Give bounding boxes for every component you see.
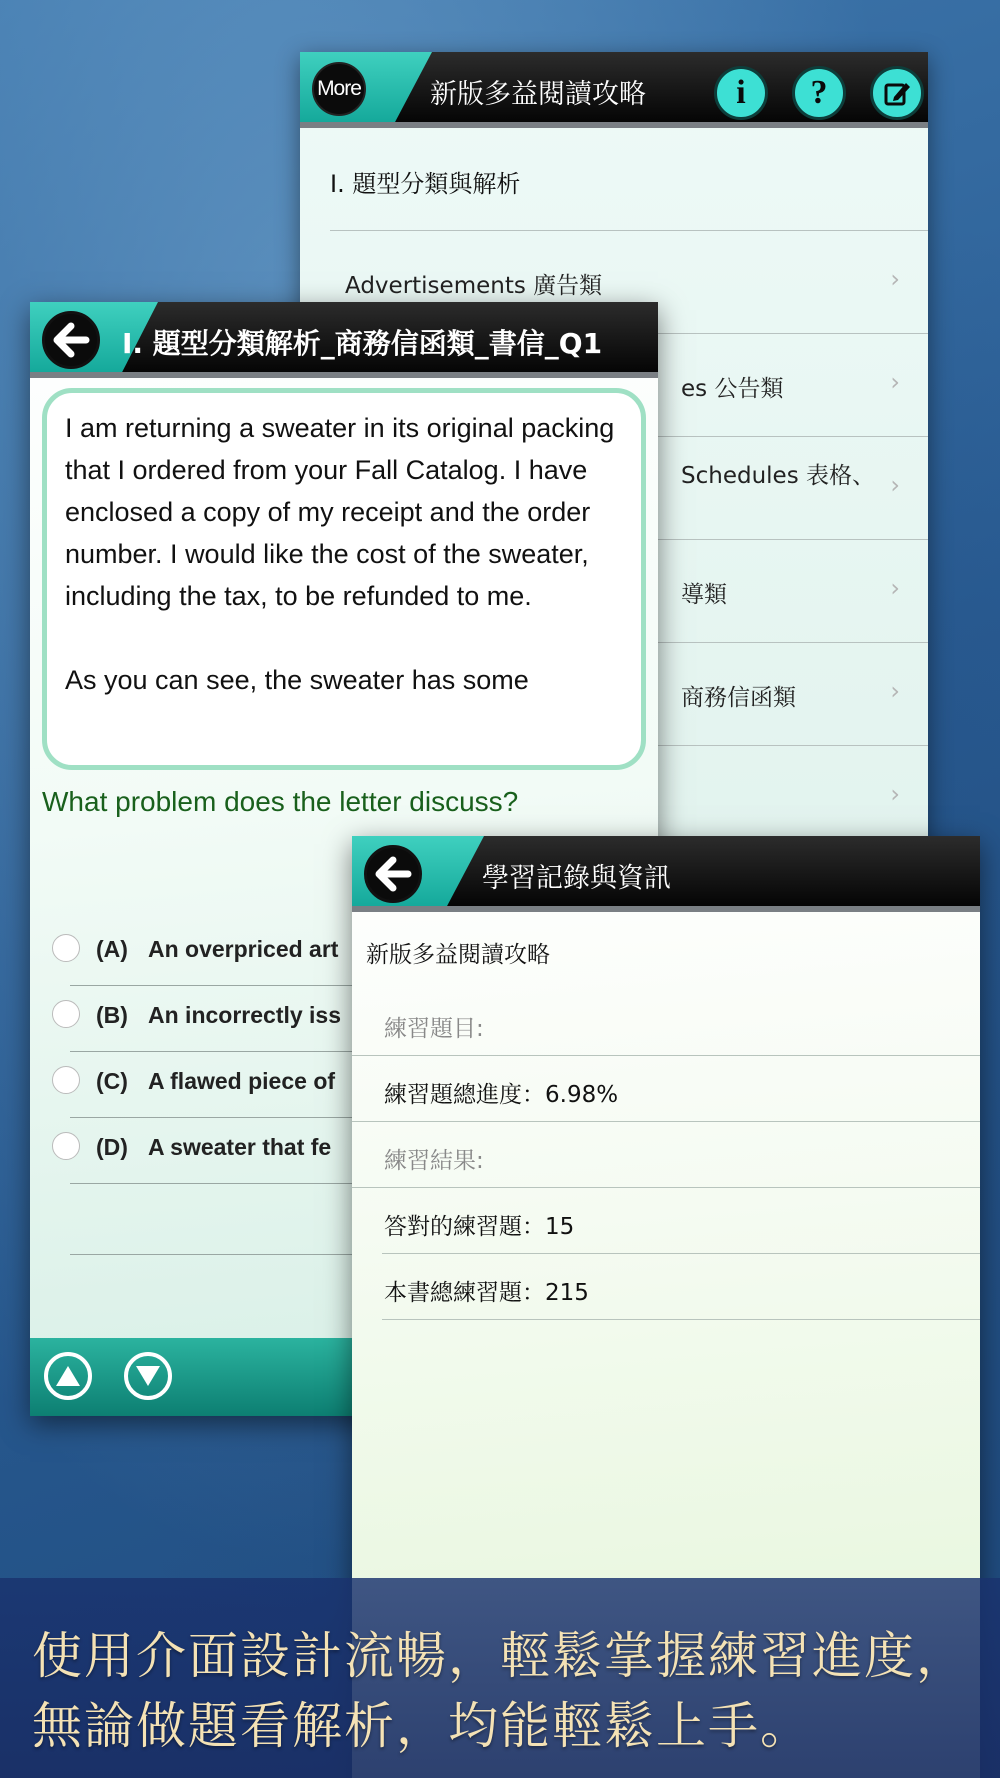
app-title: 新版多益閱讀攻略 (430, 79, 646, 110)
book-title: 新版多益閱讀攻略 (366, 942, 550, 968)
question-icon[interactable]: ? (792, 66, 846, 120)
info-icon[interactable]: i (714, 66, 768, 120)
question-title: I. 題型分類解析_商務信函類_書信_Q1 (122, 327, 603, 360)
menu-item-label: Schedules 表格、 (681, 463, 875, 489)
section-title: I. 題型分類與解析 (330, 170, 521, 198)
option-text: An incorrectly iss (148, 1002, 342, 1028)
practice-header-label: 練習題目: (384, 1016, 484, 1042)
previous-button[interactable] (44, 1352, 92, 1400)
menu-item-label: 商務信函類 (681, 685, 796, 711)
edit-note-icon[interactable] (870, 66, 924, 120)
down-triangle-icon (134, 1362, 162, 1390)
radio-button[interactable] (52, 1132, 80, 1160)
radio-button[interactable] (52, 1000, 80, 1028)
menu-item-label: Advertisements 廣告類 (345, 273, 603, 299)
passage-paragraph: As you can see, the sweater has some (65, 665, 529, 695)
chevron-right-icon: › (890, 265, 900, 293)
chevron-right-icon: › (890, 368, 900, 396)
option-letter: (C) (96, 1068, 128, 1094)
back-arrow-icon (51, 320, 91, 360)
question-header (30, 302, 658, 378)
records-header (352, 836, 980, 912)
question-text: What problem does the letter discuss? (42, 786, 519, 817)
results-header (352, 1122, 980, 1188)
next-button[interactable] (124, 1352, 172, 1400)
promo-caption (0, 1578, 1000, 1778)
chevron-right-icon: › (890, 574, 900, 602)
option-text: An overpriced art (148, 936, 339, 962)
option-letter: (D) (96, 1134, 128, 1160)
correct-label: 答對的練習題：15 (384, 1214, 575, 1240)
option-letter: (A) (96, 936, 128, 962)
radio-button[interactable] (52, 1066, 80, 1094)
results-header-label: 練習結果: (384, 1148, 484, 1174)
menu-item-label: es 公告類 (681, 376, 784, 402)
up-triangle-icon (54, 1362, 82, 1390)
option-text: A sweater that fe (148, 1134, 332, 1160)
chevron-right-icon: › (890, 677, 900, 705)
back-arrow-icon (373, 854, 413, 894)
total-row (382, 1254, 980, 1320)
progress-label: 練習題總進度：6.98% (384, 1082, 619, 1108)
more-button[interactable]: More (312, 62, 366, 116)
passage-paragraph: I am returning a sweater in its original packing that I ordered from your Fall Catalog. I have enclosed a copy of my receipt and the order number. I would like the cost of the sweater, including the tax, to be refunded to me. (65, 413, 615, 611)
menu-item-label: 導類 (681, 582, 727, 608)
caption-line-2: 無論做題看解析，均能輕鬆上手。 (32, 1697, 812, 1755)
progress-row (352, 1056, 980, 1122)
back-button[interactable] (42, 311, 100, 369)
chevron-right-icon: › (890, 780, 900, 808)
radio-button[interactable] (52, 934, 80, 962)
records-title: 學習記錄與資訊 (482, 863, 671, 894)
menu-header (300, 52, 928, 128)
correct-row (382, 1188, 980, 1254)
total-label: 本書總練習題：215 (384, 1280, 589, 1306)
chevron-right-icon: › (890, 471, 900, 499)
option-letter: (B) (96, 1002, 128, 1028)
passage-box[interactable] (42, 388, 646, 770)
practice-header (352, 990, 980, 1056)
caption-line-1: 使用介面設計流暢，輕鬆掌握練習進度， (32, 1627, 968, 1685)
back-button[interactable] (364, 845, 422, 903)
option-text: A flawed piece of (148, 1068, 336, 1094)
